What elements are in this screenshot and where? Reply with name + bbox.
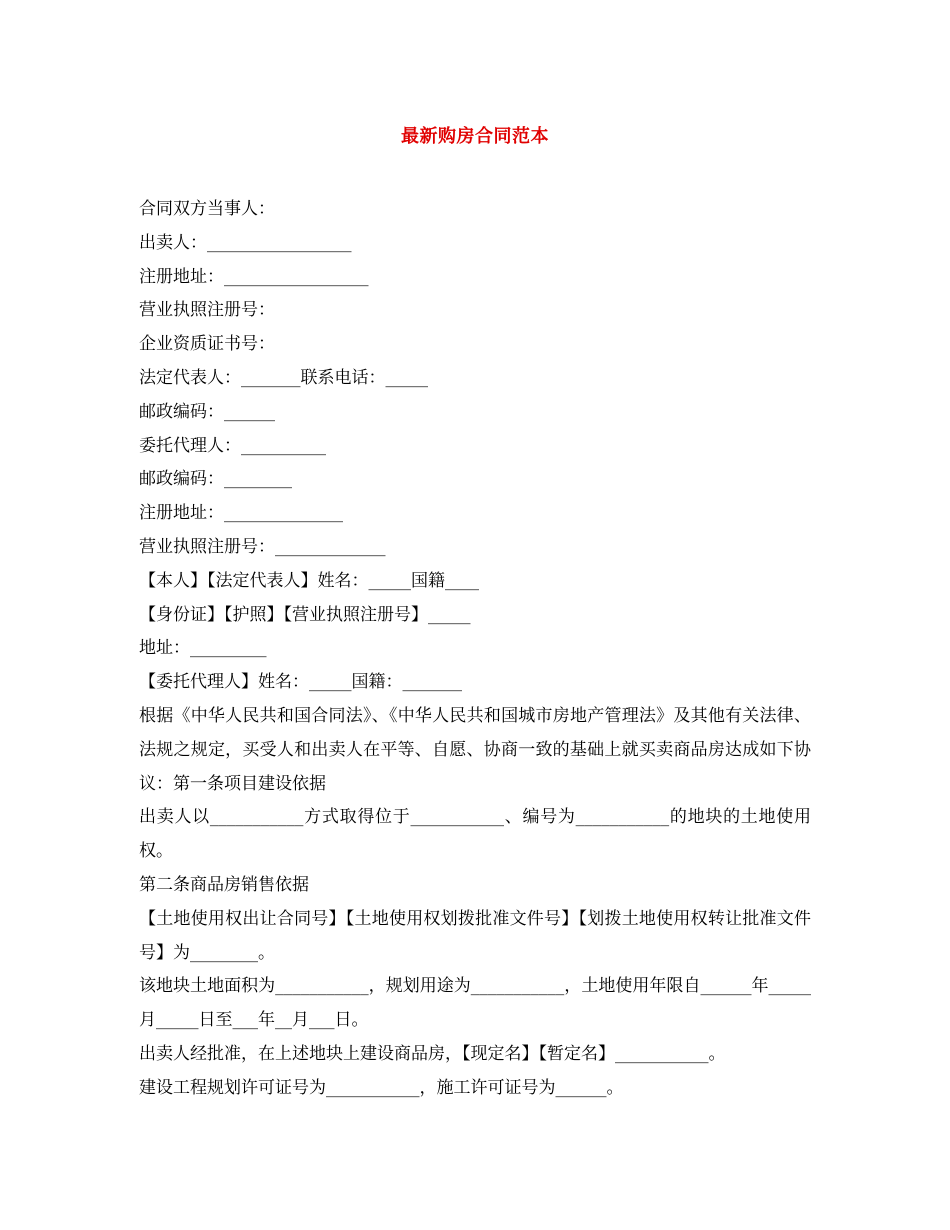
document-title: 最新购房合同范本 (401, 126, 549, 147)
legal-rep-line: 法定代表人：_______联系电话：_____ (139, 367, 428, 388)
document-body (139, 193, 811, 1106)
permit-paragraph: 建设工程规划许可证号为___________，施工许可证号为______。 (139, 1077, 624, 1098)
land-area-paragraph: 该地块土地面积为___________，规划用途为___________，土地使用年限自______年_____月_____日至___年__月___日。 (139, 976, 811, 1031)
building-name-paragraph: 出卖人经批准，在上述地块上建设商品房，【现定名】【暂定名】___________。 (139, 1043, 726, 1064)
agent-postal-code-line: 邮政编码：________ (139, 469, 292, 490)
seller-line: 出卖人：_________________ (139, 232, 352, 253)
land-acquisition-paragraph: 出卖人以___________方式取得位于___________、编号为___________的地块的土地使用权。 (139, 807, 811, 862)
qualification-cert-line: 企业资质证书号： (139, 334, 275, 355)
buyer-agent-line: 【委托代理人】姓名：_____国籍：_______ (139, 672, 462, 693)
postal-code-line: 邮政编码：______ (139, 401, 275, 422)
agent-line: 委托代理人：__________ (139, 435, 326, 456)
business-license-line: 营业执照注册号： (139, 300, 275, 321)
agent-license-line: 营业执照注册号：_____________ (139, 536, 386, 557)
party-heading: 合同双方当事人： (139, 199, 275, 219)
buyer-id-line: 【身份证】【护照】【营业执照注册号】_____ (139, 604, 471, 625)
agent-address-line: 注册地址：______________ (139, 503, 343, 524)
preamble-paragraph: 根据《中华人民共和国合同法》、《中华人民共和国城市房地产管理法》及其他有关法律、法规之规定，买受人和出卖人在平等、自愿、协商一致的基础上就买卖商品房达成如下协议：第一条项目建设依据 (139, 705, 811, 794)
buyer-address-line: 地址：_________ (139, 638, 267, 659)
land-contract-paragraph: 【土地使用权出让合同号】【土地使用权划拨批准文件号】【划拨土地使用权转让批准文件号】为________。 (139, 908, 811, 963)
buyer-name-line: 【本人】【法定代表人】姓名：_____国籍____ (139, 570, 479, 591)
seller-address-line: 注册地址：_________________ (139, 266, 369, 287)
article-two-heading: 第二条商品房销售依据 (139, 874, 309, 895)
